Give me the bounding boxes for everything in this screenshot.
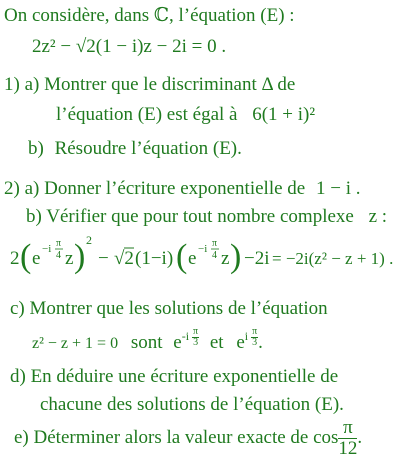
q1a-text: Montrer que le discriminant Δ de <box>44 74 296 95</box>
q2c-equation: z² − z + 1 = 0 <box>32 335 119 352</box>
svg-text:−i: −i <box>42 243 52 255</box>
q2a-text: Donner l’écriture exponentielle de <box>44 178 306 199</box>
svg-text:−: − <box>98 248 109 269</box>
svg-text:4: 4 <box>56 250 61 261</box>
svg-text:(: ( <box>20 238 32 275</box>
q2e-line <box>14 418 362 459</box>
identity-formula <box>10 230 410 282</box>
q2e-text: Déterminer alors la valeur exacte de <box>33 426 309 448</box>
q1a-line-2 <box>56 104 315 126</box>
fraction-numerator: π <box>338 418 357 439</box>
svg-text:e: e <box>188 248 197 269</box>
q2c-sont: sont <box>130 332 163 353</box>
q2d-label: d) <box>10 366 26 387</box>
cos-expression <box>313 417 363 459</box>
svg-text:−i: −i <box>198 243 208 255</box>
svg-text:e: e <box>32 248 41 269</box>
q2b-text: Vérifier que pour tout nombre complexe <box>46 206 354 227</box>
identity-rhs: = −2i(z² − z + 1) . <box>272 249 394 268</box>
svg-text:z: z <box>221 248 230 269</box>
svg-text:π: π <box>212 238 218 249</box>
q1a-text-2: l’équation (E) est égal à <box>56 104 238 125</box>
q1a-line <box>4 74 295 96</box>
q2a-line <box>4 178 360 200</box>
q2c-line <box>10 298 328 320</box>
svg-text:4: 4 <box>212 250 217 261</box>
q2b-label: b) <box>26 206 42 227</box>
q1b-text: Résoudre l’équation (E). <box>54 138 242 159</box>
svg-text:√2: √2 <box>114 248 134 269</box>
q2d-line-2 <box>40 394 344 416</box>
q1a-value: 6(1 + i)² <box>252 104 316 125</box>
complex-set-symbol: ℂ <box>153 5 169 26</box>
exp-solution-1: $e^{-i \frac{\pi}{3}}$ <box>173 325 199 353</box>
svg-text:(1−i): (1−i) <box>135 248 174 269</box>
pi-over-12-fraction <box>338 418 357 459</box>
cos-label: cos <box>313 426 339 448</box>
svg-text:z: z <box>65 248 74 269</box>
q2e-label: e) <box>14 426 29 448</box>
q2d-line <box>10 366 338 388</box>
intro-text: On considère, dans <box>4 5 154 26</box>
q2a-label: 2) a) <box>4 178 40 199</box>
q2c-et: et <box>209 332 224 353</box>
fraction-denominator: 12 <box>338 438 358 459</box>
svg-text:): ) <box>230 238 242 275</box>
q2c-line-2 <box>32 325 263 356</box>
q2a-value: 1 − i . <box>315 178 361 199</box>
q2d-text-2: chacune des solutions de l’équation (E). <box>40 394 344 415</box>
intro-text-2: , l’équation (E) : <box>168 5 295 26</box>
q2c-label: c) <box>10 298 25 319</box>
q2e-end: . <box>357 426 363 448</box>
q2c-text: Montrer que les solutions de l’équation <box>29 298 328 319</box>
q1a-label: 1) a) <box>4 74 40 95</box>
equation-e <box>32 36 226 58</box>
q2d-text: En déduire une écriture exponentielle de <box>30 366 339 387</box>
equation-e-text: 2z² − √2(1 − i)z − 2i = 0 . <box>32 36 227 57</box>
q1b-line <box>28 138 242 160</box>
svg-text:(: ( <box>176 238 188 275</box>
svg-text:): ) <box>74 238 86 275</box>
intro-line <box>4 4 295 27</box>
svg-text:π: π <box>56 238 62 249</box>
exp-solution-2: $e^{i \frac{\pi}{3}}$ . <box>236 325 263 353</box>
q1b-label: b) <box>28 138 44 159</box>
svg-text:2: 2 <box>10 248 20 269</box>
svg-text:−2i: −2i <box>244 248 270 269</box>
svg-text:2: 2 <box>86 233 92 247</box>
q2b-var: z : <box>368 206 388 227</box>
q2b-line <box>26 206 387 228</box>
